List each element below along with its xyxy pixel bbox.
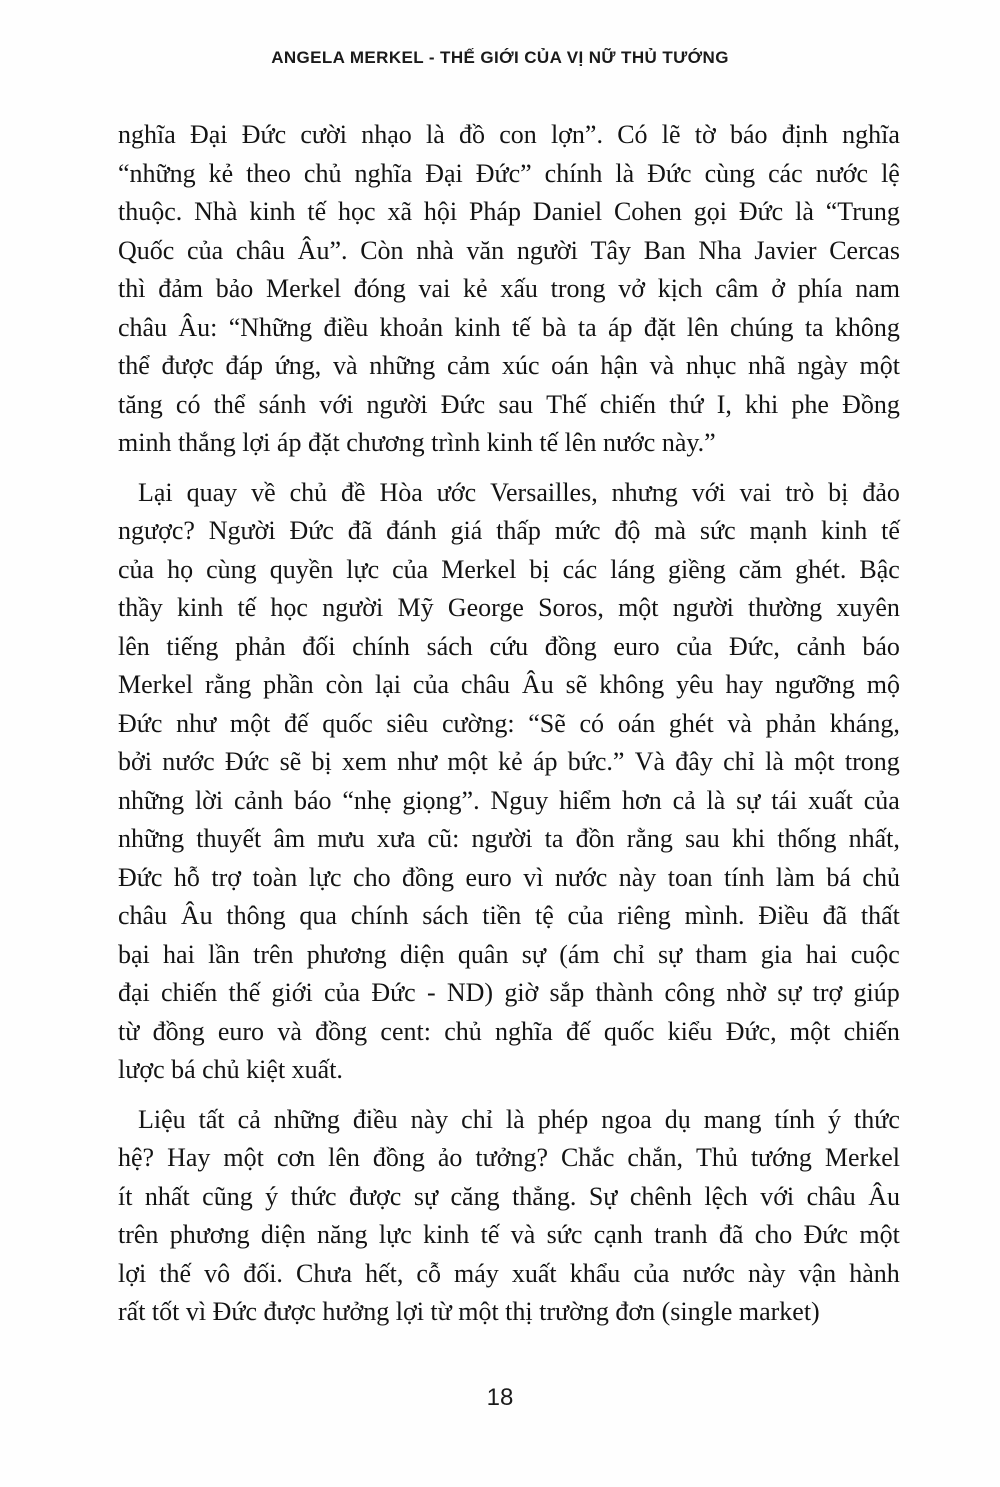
text-line: trên phương diện năng lực kinh tế và sức cạnh tranh đã cho Đức một — [118, 1220, 900, 1249]
text-line: từ đồng euro và đồng cent: chủ nghĩa đế quốc kiểu Đức, một chiến — [118, 1016, 900, 1046]
text-line: tăng có thể sánh với người Đức sau Thế chiến thứ I, khi phe Đồng — [118, 389, 900, 419]
text-line: thì đảm bảo Merkel đóng vai kẻ xấu trong vở kịch câm ở phía nam — [118, 274, 900, 303]
text-line: châu Âu: “Những điều khoản kinh tế bà ta áp đặt lên chúng ta không — [118, 312, 900, 342]
running-header: ANGELA MERKEL - THẾ GIỚI CỦA VỊ NỮ THỦ TƯỚNG — [271, 48, 729, 67]
text-line: lên tiếng phản đối chính sách cứu đồng euro của Đức, cảnh báo — [118, 631, 900, 661]
text-line: Merkel rằng phần còn lại của châu Âu sẽ không yêu hay ngưỡng mộ — [118, 670, 900, 699]
text-line: bởi nước Đức sẽ bị xem như một kẻ áp bức.” Và đây chỉ là một trong — [118, 747, 900, 776]
text-line: Quốc của châu Âu”. Còn nhà văn người Tây Ban Nha Javier Cercas — [118, 235, 900, 265]
text-line: châu Âu thông qua chính sách tiền tệ của riêng mình. Điều đã thất — [118, 901, 900, 930]
text-line: lợi thế vô đối. Chưa hết, cỗ máy xuất khẩu của nước này vận hành — [118, 1258, 900, 1288]
text-line: nghĩa Đại Đức cười nhạo là đồ con lợn”. Có lẽ tờ báo định nghĩa — [118, 120, 900, 149]
paragraph — [118, 474, 900, 1090]
text-line: minh thắng lợi áp đặt chương trình kinh tế lên nước này.” — [118, 428, 716, 457]
text-line: Đức hỗ trợ toàn lực cho đồng euro vì nước này toan tính làm bá chủ — [118, 862, 900, 892]
body-text — [118, 116, 900, 1332]
text-line: Liệu tất cả những điều này chỉ là phép ngoa dụ mang tính ý thức — [138, 1104, 900, 1134]
text-line: rất tốt vì Đức được hưởng lợi từ một thị trường đơn (single market) — [118, 1297, 820, 1326]
paragraph — [118, 116, 900, 463]
text-line: của họ cùng quyền lực của Merkel bị các láng giềng căm ghét. Bậc — [118, 554, 900, 584]
text-line: những thuyết âm mưu xưa cũ: người ta đồn rằng sau khi thống nhất, — [118, 824, 900, 853]
text-line: ngược? Người Đức đã đánh giá thấp mức độ mà sức mạnh kinh tế — [118, 516, 900, 545]
text-line: thuộc. Nhà kinh tế học xã hội Pháp Daniel Cohen gọi Đức là “Trung — [118, 197, 900, 226]
text-line: bại hai lần trên phương diện quân sự (ám chỉ sự tham gia hai cuộc — [118, 939, 900, 969]
text-line: Đức như một đế quốc siêu cường: “Sẽ có oán ghét và phản kháng, — [118, 708, 900, 738]
text-line: ít nhất cũng ý thức được sự căng thẳng. Sự chênh lệch với châu Âu — [118, 1181, 900, 1211]
text-line: Lại quay về chủ đề Hòa ước Versailles, nhưng với vai trò bị đảo — [138, 477, 900, 507]
text-line: hệ? Hay một cơn lên đồng ảo tưởng? Chắc chắn, Thủ tướng Merkel — [118, 1143, 900, 1172]
text-line: đại chiến thế giới của Đức - ND) giờ sắp thành công nhờ sự trợ giúp — [118, 978, 900, 1007]
page-number: 18 — [486, 1384, 514, 1411]
text-line: những lời cảnh báo “nhẹ giọng”. Nguy hiểm hơn cả là sự tái xuất của — [118, 785, 900, 815]
text-line: lược bá chủ kiệt xuất. — [118, 1055, 343, 1084]
text-line: “những kẻ theo chủ nghĩa Đại Đức” chính là Đức cùng các nước lệ — [118, 158, 900, 188]
paragraph — [118, 1101, 900, 1332]
text-line: thầy kinh tế học người Mỹ George Soros, một người thường xuyên — [118, 593, 900, 622]
text-line: thể được đáp ứng, và những cảm xúc oán hận và nhục nhã ngày một — [118, 351, 900, 380]
